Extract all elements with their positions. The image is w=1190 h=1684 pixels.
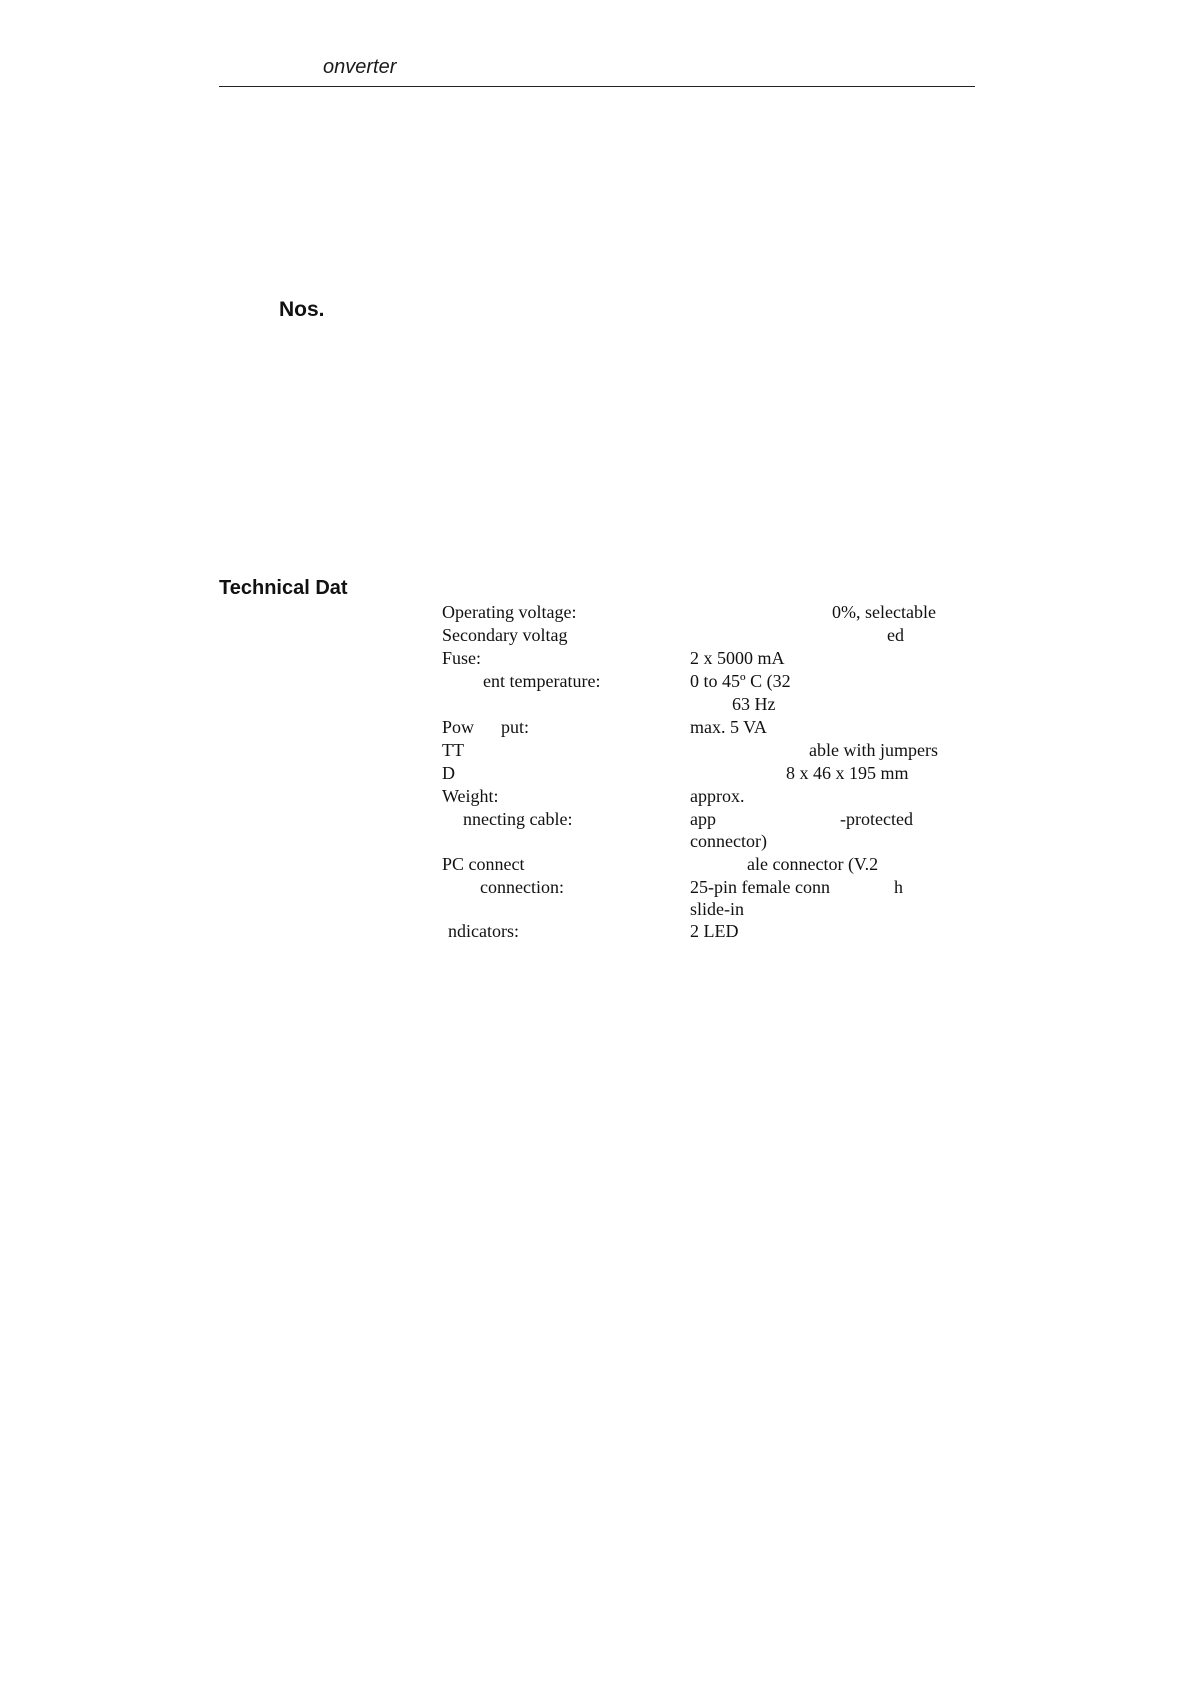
spec-label: Weight: — [442, 786, 499, 806]
spec-label: Secondary voltag — [442, 625, 568, 645]
spec-value: 2 x 5000 mA — [690, 648, 785, 668]
spec-label: ndicators: — [448, 921, 519, 941]
spec-value: 2 LED — [690, 921, 739, 941]
spec-value: app — [690, 809, 716, 829]
spec-value: 0 to 45º C (32 — [690, 671, 791, 691]
running-header: onverter — [323, 56, 397, 78]
spec-value-continued: h — [894, 877, 903, 897]
spec-value: able with jumpers — [809, 740, 938, 760]
spec-value: approx. — [690, 786, 745, 806]
spec-value: ale connector (V.2 — [747, 854, 879, 874]
spec-value: 0%, selectable — [832, 602, 936, 622]
spec-value: connector) — [690, 831, 767, 851]
spec-value: 25-pin female conn — [690, 877, 830, 897]
spec-label: TT — [442, 740, 464, 760]
nos-heading: Nos. — [279, 298, 325, 321]
technical-data-heading: Technical Dat — [219, 577, 348, 599]
spec-value: max. 5 VA — [690, 717, 767, 737]
spec-label: ent temperature: — [483, 671, 601, 691]
spec-label: Fuse: — [442, 648, 482, 668]
header-divider — [219, 86, 975, 87]
spec-value: slide-in — [690, 899, 744, 919]
spec-label: Pow put: — [442, 717, 530, 737]
spec-label: connection: — [480, 877, 564, 897]
spec-label: PC connect — [442, 854, 525, 874]
spec-label: D — [442, 763, 455, 783]
spec-value-continued: -protected — [840, 809, 913, 829]
spec-label: Operating voltage: — [442, 602, 577, 622]
spec-label: nnecting cable: — [463, 809, 573, 829]
spec-value: ed — [887, 625, 904, 645]
spec-value: 63 Hz — [732, 694, 776, 714]
spec-value: 8 x 46 x 195 mm — [786, 763, 909, 783]
